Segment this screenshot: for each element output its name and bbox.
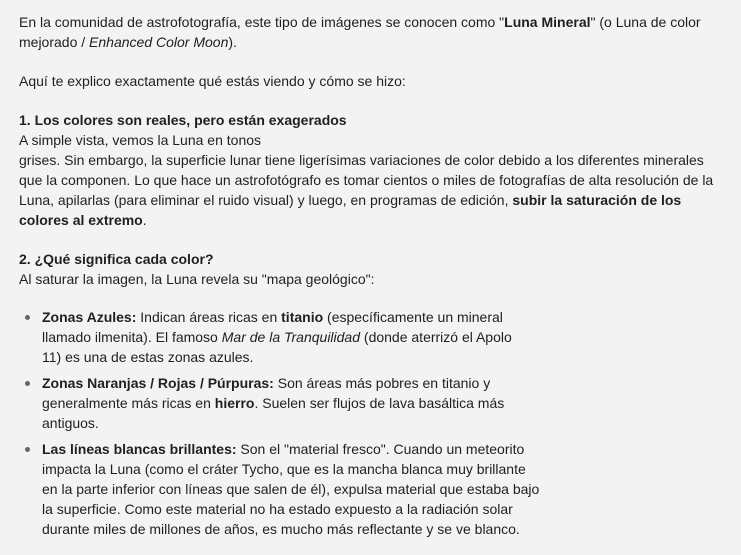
item-3-label: Las líneas blancas brillantes: xyxy=(42,441,237,457)
bullet-icon xyxy=(25,315,30,320)
section-2-line: Al saturar la imagen, la Luna revela su "mapa geológico": xyxy=(19,271,375,287)
item-1-bold: titanio xyxy=(281,309,324,325)
section-1-bold: subir la saturación de los colores al extremo xyxy=(19,192,682,228)
item-1-text-1: Indican áreas ricas en xyxy=(136,309,282,325)
section-1-heading: 1. Los colores son reales, pero están exagerados xyxy=(19,112,347,128)
section-2-heading: 2. ¿Qué significa cada color? xyxy=(19,251,214,267)
section-1-text-1: grises. Sin embargo, la superficie lunar tiene ligerísimas variaciones de color debido a los diferentes minerales que la componen. Lo que hace un astrofotógrafo es tomar cientos o miles de fotografías de alta resolución de la Luna, apilarlas (para eliminar el ruido visual) y luego, en programas de edición, xyxy=(19,152,714,208)
item-2-label: Zonas Naranjas / Rojas / Púrpuras: xyxy=(42,375,274,391)
intro-paragraph xyxy=(19,12,721,52)
color-list xyxy=(19,307,721,539)
intro-text-1: En la comunidad de astrofotografía, este tipo de imágenes se conocen como " xyxy=(19,14,505,30)
item-2-bold: hierro xyxy=(214,395,255,411)
intro-text-2: " (o Luna de color mejorado / xyxy=(19,14,701,50)
intro-text-3: ). xyxy=(228,34,237,50)
section-1 xyxy=(19,110,721,230)
list-item-blue xyxy=(19,307,532,367)
item-2-text-2: . Suelen ser flujos de lava basáltica más antiguos. xyxy=(42,395,505,431)
item-1-italic: Mar de la Tranquilidad xyxy=(221,329,361,345)
section-1-text-2: . xyxy=(142,212,147,228)
item-3-text-1: Son el "material fresco". Cuando un meteorito impacta la Luna (como el cráter Tycho, que es la mancha blanca muy brillante en la parte inferior con líneas que salen de él), expulsa material que estaba bajo la superficie. Como este material no ha estado expuesto a la radiación solar durante miles de millones de años, es mucho más reflectante y se ve blanco. xyxy=(42,441,540,537)
item-1-label: Zonas Azules: xyxy=(42,309,137,325)
list-item-white xyxy=(19,439,542,539)
intro-bold-term: Luna Mineral xyxy=(504,14,591,30)
explain-paragraph: Aquí te explico exactamente qué estás viendo y cómo se hizo: xyxy=(19,73,406,89)
item-1-text-3: (donde aterrizó el Apolo 11) es una de estas zonas azules. xyxy=(42,329,512,365)
item-1-text-2: (específicamente un mineral llamado ilmenita). El famoso xyxy=(42,309,503,345)
intro-italic-term: Enhanced Color Moon xyxy=(89,34,229,50)
list-item-orange xyxy=(19,373,532,433)
section-1-line-1: A simple vista, vemos la Luna en tonos xyxy=(19,132,262,148)
bullet-icon xyxy=(25,381,30,386)
item-2-text-1: Son áreas más pobres en titanio y generalmente más ricas en xyxy=(42,375,491,411)
bullet-icon xyxy=(25,447,30,452)
section-2 xyxy=(19,249,721,289)
